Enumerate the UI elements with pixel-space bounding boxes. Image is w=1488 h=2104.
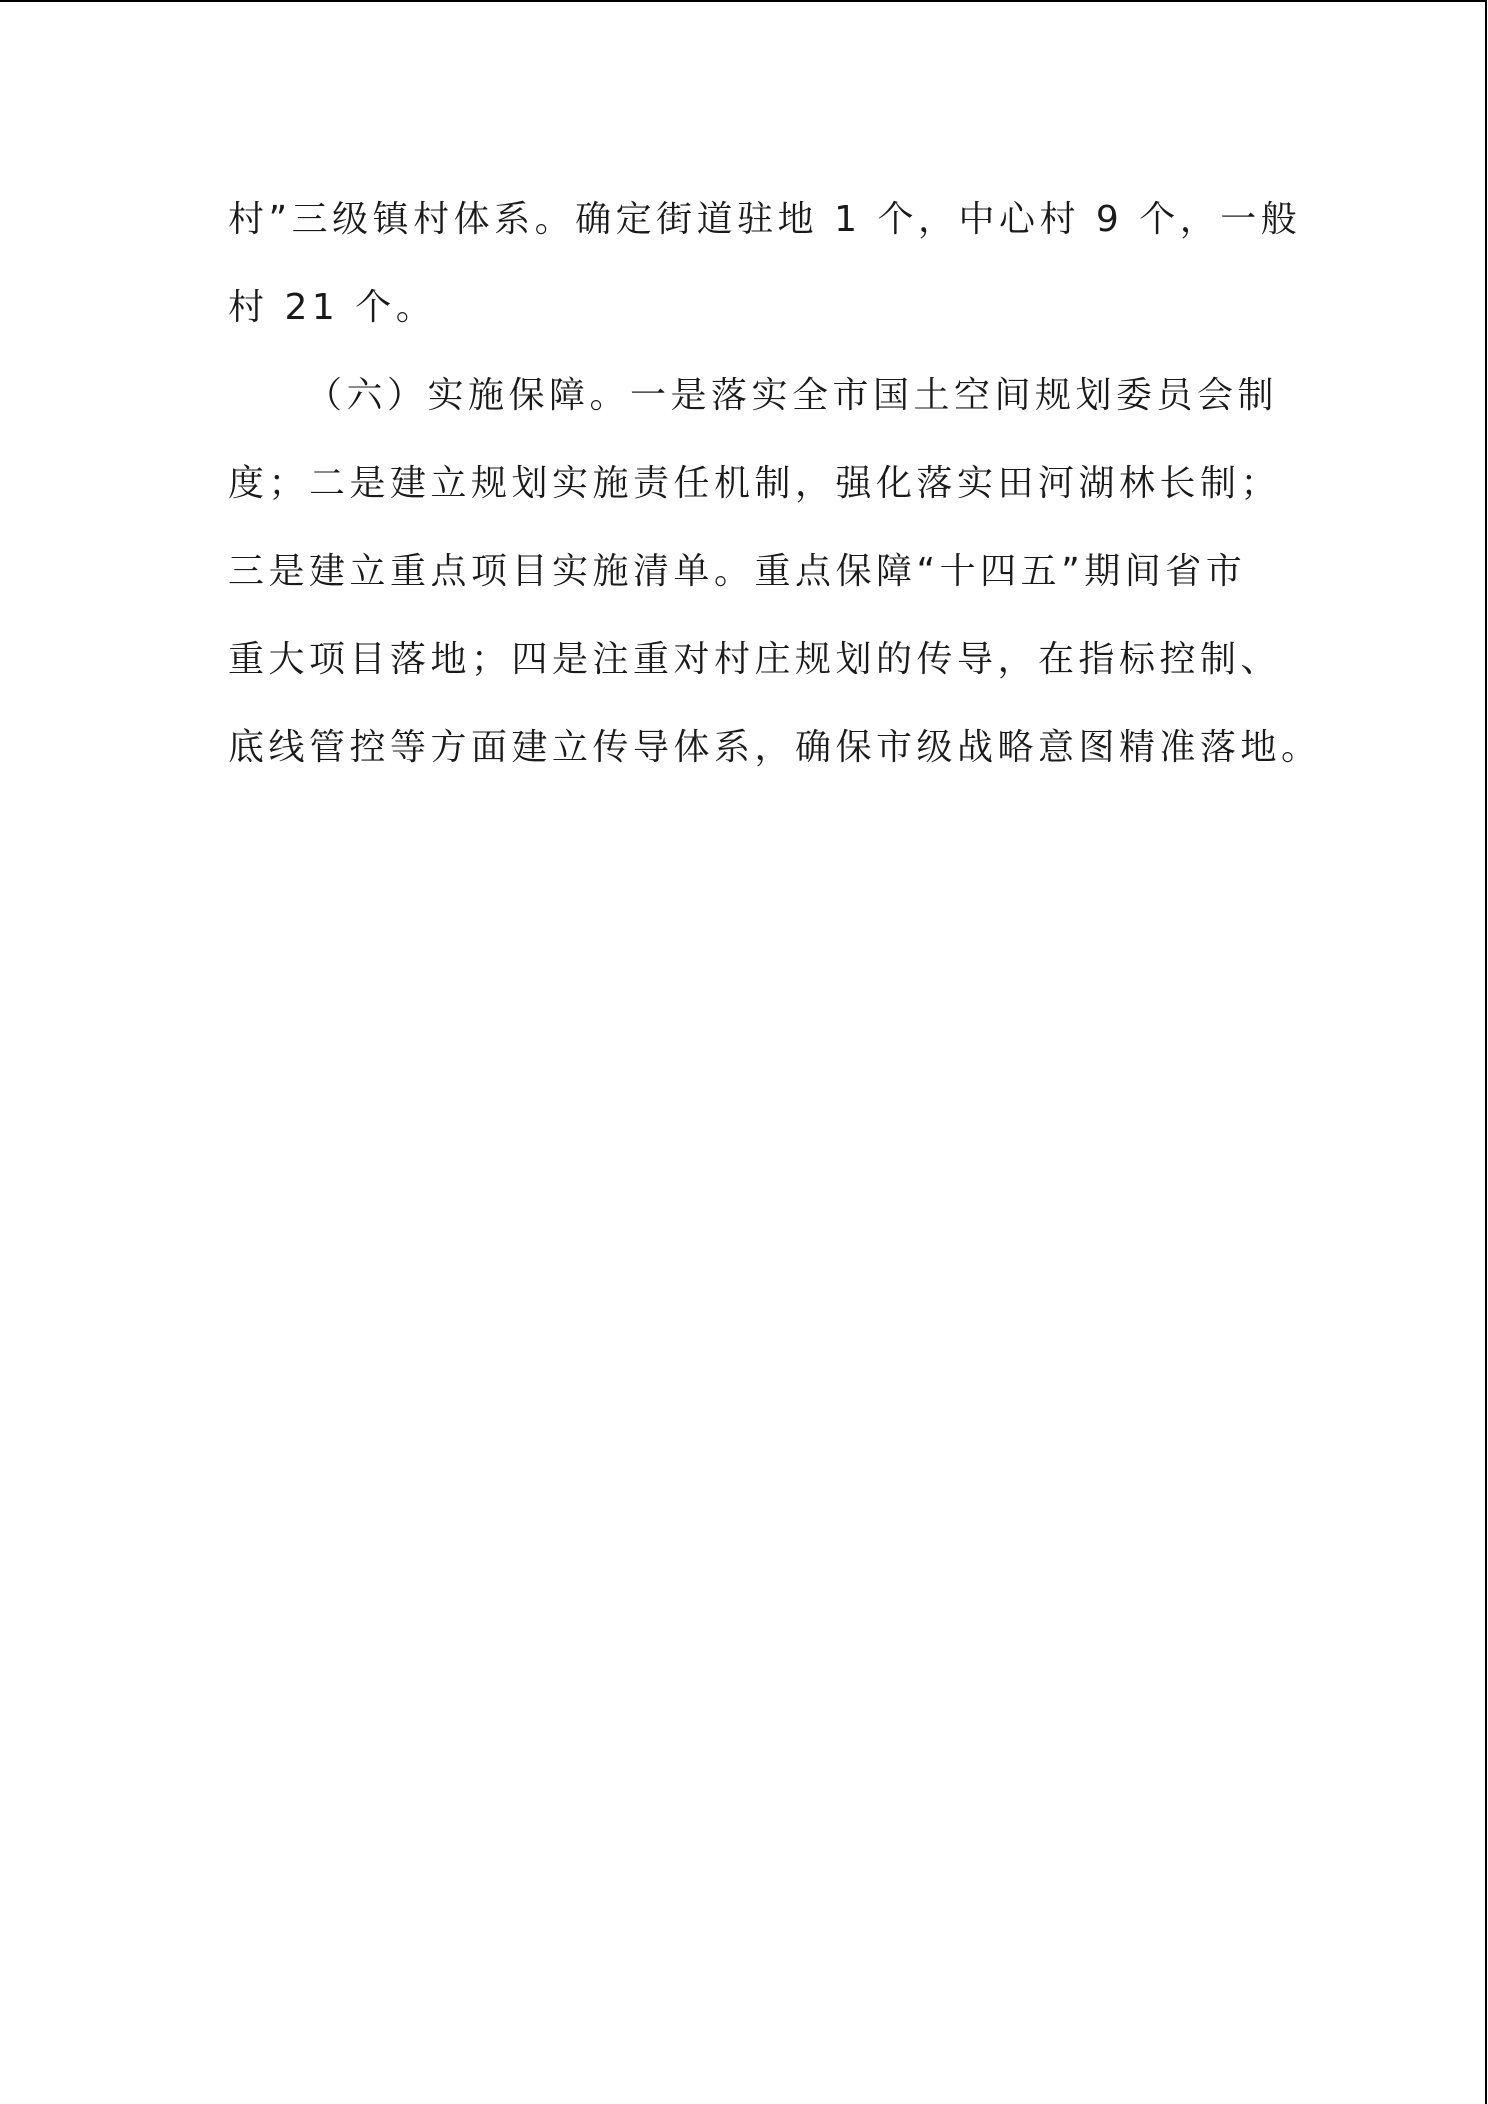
text-line: 重大项目落地；四是注重对村庄规划的传导，在指标控制、 (228, 639, 1282, 680)
text-line: 度；二是建立规划实施责任机制，强化落实田河湖林长制； (228, 463, 1282, 504)
text-line: 村”三级镇村体系。确定街道驻地 1 个，中心村 9 个，一般 (228, 199, 1302, 240)
text-line: 底线管控等方面建立传导体系，确保市级战略意图精准落地。 (228, 727, 1322, 768)
paragraph-village-system (228, 192, 1302, 368)
text-line: 村 21 个。 (228, 287, 437, 328)
text-line: 三是建立重点项目实施清单。重点保障“十四五”期间省市 (228, 551, 1247, 592)
paragraph-implementation-guarantee (228, 368, 1322, 808)
text-line: （六）实施保障。一是落实全市国土空间规划委员会制 (306, 375, 1279, 416)
body-text (228, 192, 1322, 808)
